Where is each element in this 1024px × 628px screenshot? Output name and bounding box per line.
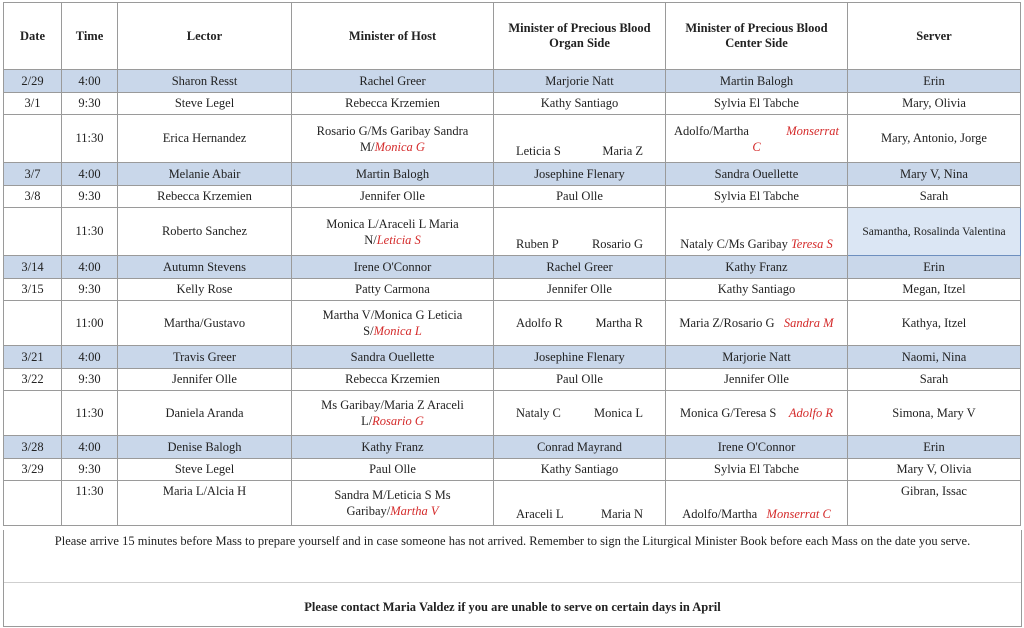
center-name: Maria Z/Rosario G [679,315,775,330]
header-date: Date [4,3,62,70]
center-cell: Sylvia El Tabche [666,459,848,481]
lector-cell: Steve Legel [118,459,292,481]
time-cell: 9:30 [62,93,118,115]
host-line: Ms Garibay/Maria Z Araceli [321,398,464,412]
server-cell: Naomi, Nina [848,346,1021,369]
header-server: Server [848,3,1021,70]
header-row [4,3,1021,70]
date-cell: 2/29 [4,70,62,93]
host-line: Sandra M/Leticia S Ms [334,488,451,502]
center-cell: Marjorie Natt [666,346,848,369]
organ-cell: Jennifer Olle [494,279,666,301]
center-cell: Sylvia El Tabche [666,186,848,208]
date-cell: 3/21 [4,346,62,369]
host-highlight: Monica L [373,324,422,338]
host-line: Rosario G/Ms Garibay Sandra [316,123,469,138]
center-name: Adolfo/Martha [682,507,758,521]
table-row [4,369,1021,391]
arrival-note: Please arrive 15 minutes before Mass to prepare yourself and in case someone has not arrived. Remember to sign the Liturgical Minister Book before each Mass on the date you serve. [54,534,971,548]
date-cell [4,115,62,163]
lector-cell: Kelly Rose [118,279,292,301]
date-cell [4,391,62,436]
host-cell: Patty Carmona [292,279,494,301]
host-line: S/ [363,324,374,338]
host-highlight: Monica G [374,139,425,154]
organ-name: Ruben P [516,237,559,251]
table-row [4,279,1021,301]
host-line: M/ [360,139,375,154]
organ-name: Maria Z [602,144,643,158]
host-cell: Sandra Ouellette [292,346,494,369]
center-cell: Kathy Franz [666,256,848,279]
header-host: Minister of Host [292,3,494,70]
time-cell: 9:30 [62,369,118,391]
time-cell: 11:30 [62,208,118,256]
time-cell: 9:30 [62,459,118,481]
host-cell [292,391,494,436]
server-cell: Samantha, Rosalinda Valentina [848,208,1021,256]
organ-cell: Josephine Flenary [494,163,666,186]
host-line: Garibay/ [346,504,391,518]
table-row [4,391,1021,436]
table-row [4,459,1021,481]
time-cell: 4:00 [62,70,118,93]
center-cell [666,208,848,256]
host-cell [292,481,494,526]
server-cell: Sarah [848,186,1021,208]
lector-cell: Roberto Sanchez [118,208,292,256]
host-cell: Paul Olle [292,459,494,481]
host-cell [292,208,494,256]
host-cell [292,301,494,346]
host-cell: Jennifer Olle [292,186,494,208]
organ-cell [494,391,666,436]
server-cell: Sarah [848,369,1021,391]
server-cell: Mary V, Olivia [848,459,1021,481]
lector-cell: Rebecca Krzemien [118,186,292,208]
center-highlight: Sandra M [783,315,834,330]
table-row [4,115,1021,163]
date-cell: 3/1 [4,93,62,115]
organ-name: Adolfo R [516,315,563,330]
time-cell: 11:00 [62,301,118,346]
center-cell: Sandra Ouellette [666,163,848,186]
table-row [4,346,1021,369]
server-cell: Megan, Itzel [848,279,1021,301]
organ-name: Leticia S [516,144,561,158]
lector-cell: Travis Greer [118,346,292,369]
lector-cell: Steve Legel [118,93,292,115]
center-highlight: Teresa S [790,237,833,251]
divider [4,582,1021,583]
time-cell: 9:30 [62,279,118,301]
center-cell: Martin Balogh [666,70,848,93]
organ-cell: Conrad Mayrand [494,436,666,459]
lector-cell: Autumn Stevens [118,256,292,279]
center-name: Nataly C/Ms Garibay [680,237,788,251]
table-row [4,301,1021,346]
time-cell: 4:00 [62,163,118,186]
host-cell: Kathy Franz [292,436,494,459]
host-line: L/ [361,414,373,428]
time-cell: 9:30 [62,186,118,208]
center-cell [666,115,848,163]
server-cell: Gibran, Issac [848,481,1021,526]
date-cell: 3/14 [4,256,62,279]
organ-cell: Kathy Santiago [494,93,666,115]
organ-cell [494,115,666,163]
lector-cell: Melanie Abair [118,163,292,186]
organ-cell: Josephine Flenary [494,346,666,369]
server-cell: Mary, Antonio, Jorge [848,115,1021,163]
server-cell: Mary, Olivia [848,93,1021,115]
organ-name: Monica L [594,405,643,420]
organ-name: Rosario G [591,237,643,251]
server-cell: Erin [848,256,1021,279]
center-highlight: Monserrat [786,123,839,138]
lector-cell: Jennifer Olle [118,369,292,391]
host-highlight: Martha V [390,504,439,518]
date-cell: 3/15 [4,279,62,301]
center-highlight: Adolfo R [788,405,833,420]
lector-cell: Daniela Aranda [118,391,292,436]
time-cell: 4:00 [62,436,118,459]
host-highlight: Rosario G [372,414,424,428]
lector-cell: Maria L/Alcia H [118,481,292,526]
organ-cell: Kathy Santiago [494,459,666,481]
header-organ-side: Minister of Precious Blood Organ Side [494,3,666,70]
schedule-sheet [3,2,1020,526]
lector-cell: Erica Hernandez [118,115,292,163]
organ-cell: Paul Olle [494,369,666,391]
server-cell: Erin [848,70,1021,93]
time-cell: 4:00 [62,256,118,279]
lector-cell: Martha/Gustavo [118,301,292,346]
server-cell: Simona, Mary V [848,391,1021,436]
server-cell: Kathya, Itzel [848,301,1021,346]
time-cell: 4:00 [62,346,118,369]
time-cell: 11:30 [62,391,118,436]
date-cell [4,481,62,526]
host-cell: Rebecca Krzemien [292,369,494,391]
host-line: Monica L/Araceli L Maria [326,216,459,231]
date-cell: 3/28 [4,436,62,459]
header-center-side: Minister of Precious Blood Center Side [666,3,848,70]
organ-cell: Marjorie Natt [494,70,666,93]
host-cell: Irene O'Connor [292,256,494,279]
table-row [4,70,1021,93]
server-cell: Mary V, Nina [848,163,1021,186]
date-cell: 3/29 [4,459,62,481]
center-cell [666,391,848,436]
time-cell: 11:30 [62,481,118,526]
time-cell: 11:30 [62,115,118,163]
host-line: N/ [364,232,377,247]
minister-schedule-table [3,2,1021,526]
host-cell [292,115,494,163]
notes-section [3,530,1022,627]
organ-cell: Paul Olle [494,186,666,208]
organ-name: Maria N [601,507,643,521]
host-cell: Rachel Greer [292,70,494,93]
center-cell: Jennifer Olle [666,369,848,391]
date-cell: 3/8 [4,186,62,208]
organ-name: Martha R [595,315,643,330]
center-cell [666,481,848,526]
server-cell: Erin [848,436,1021,459]
host-cell: Martin Balogh [292,163,494,186]
header-time: Time [62,3,118,70]
center-cell: Irene O'Connor [666,436,848,459]
organ-name: Araceli L [516,507,564,521]
table-row [4,163,1021,186]
center-highlight: C [752,139,761,154]
date-cell: 3/22 [4,369,62,391]
organ-cell [494,481,666,526]
host-line: Martha V/Monica G Leticia [322,308,463,322]
lector-cell: Sharon Resst [118,70,292,93]
table-row [4,186,1021,208]
table-row [4,93,1021,115]
host-cell: Rebecca Krzemien [292,93,494,115]
lector-cell: Denise Balogh [118,436,292,459]
table-row [4,208,1021,256]
contact-note: Please contact Maria Valdez if you are unable to serve on certain days in April [304,600,721,614]
date-cell: 3/7 [4,163,62,186]
organ-cell: Rachel Greer [494,256,666,279]
center-cell: Sylvia El Tabche [666,93,848,115]
organ-cell [494,301,666,346]
organ-cell [494,208,666,256]
table-row [4,481,1021,526]
center-name: Monica G/Teresa S [680,405,777,420]
header-lector: Lector [118,3,292,70]
date-cell [4,208,62,256]
center-highlight: Monserrat C [766,507,831,521]
center-name: Adolfo/Martha [674,123,749,138]
table-row [4,436,1021,459]
center-cell: Kathy Santiago [666,279,848,301]
table-row [4,256,1021,279]
center-cell [666,301,848,346]
organ-name: Nataly C [516,405,561,420]
host-highlight: Leticia S [376,232,421,247]
date-cell [4,301,62,346]
